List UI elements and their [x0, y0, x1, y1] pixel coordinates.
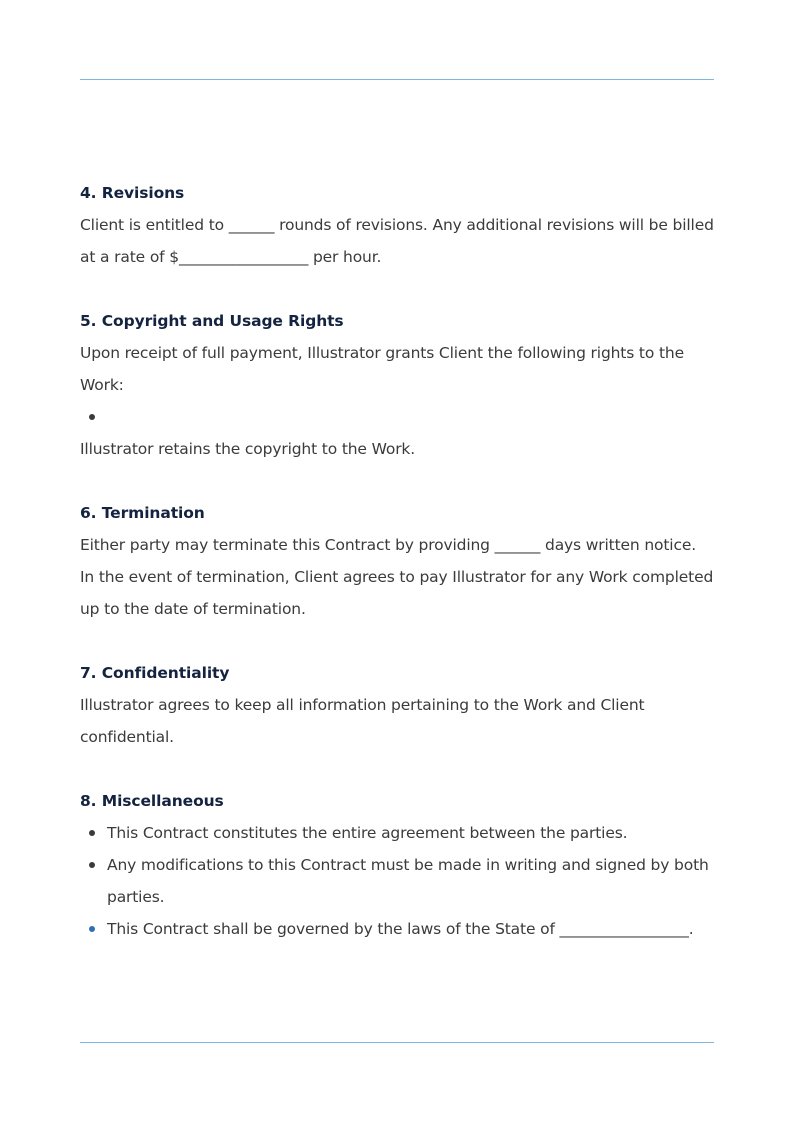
section-confidentiality: [80, 657, 714, 753]
bullet-icon: [89, 926, 95, 932]
section-heading: 6. Termination: [80, 504, 205, 522]
section-paragraph: Illustrator retains the copyright to the Work.: [80, 440, 416, 458]
contract-body: [80, 177, 714, 945]
list-item-text: Any modifications to this Contract must be made in writing and signed by both parties.: [107, 856, 709, 906]
section-miscellaneous: [80, 785, 714, 945]
list-item: [80, 817, 714, 849]
section-termination: [80, 497, 714, 625]
section-heading: 5. Copyright and Usage Rights: [80, 312, 344, 330]
list-item-text: This Contract shall be governed by the laws of the State of _________________.: [107, 920, 694, 938]
section-revisions: [80, 177, 714, 273]
bullet-icon: [89, 862, 95, 868]
list-item: [80, 913, 714, 945]
miscellaneous-list: [80, 817, 714, 945]
section-paragraph: Illustrator agrees to keep all information pertaining to the Work and Client confidential.: [80, 696, 645, 746]
bullet-icon: [89, 414, 95, 420]
section-copyright: [80, 305, 714, 465]
list-item: [80, 401, 714, 433]
section-paragraph: Either party may terminate this Contract by providing ______ days written notice. In the event of termination, Client agrees to pay Illustrator for any Work completed up to the date of termination.: [80, 536, 714, 618]
section-heading: 7. Confidentiality: [80, 664, 230, 682]
bullet-icon: [89, 830, 95, 836]
section-paragraph: Client is entitled to ______ rounds of revisions. Any additional revisions will be billed at a rate of $_________________ per hour.: [80, 216, 714, 266]
header-divider: [80, 79, 714, 80]
rights-list: [80, 401, 714, 433]
section-heading: 8. Miscellaneous: [80, 792, 224, 810]
section-heading: 4. Revisions: [80, 184, 185, 202]
list-item: [80, 849, 714, 913]
section-paragraph: Upon receipt of full payment, Illustrator grants Client the following rights to the Work:: [80, 344, 684, 394]
footer-divider: [80, 1042, 714, 1043]
list-item-text: This Contract constitutes the entire agreement between the parties.: [107, 824, 628, 842]
